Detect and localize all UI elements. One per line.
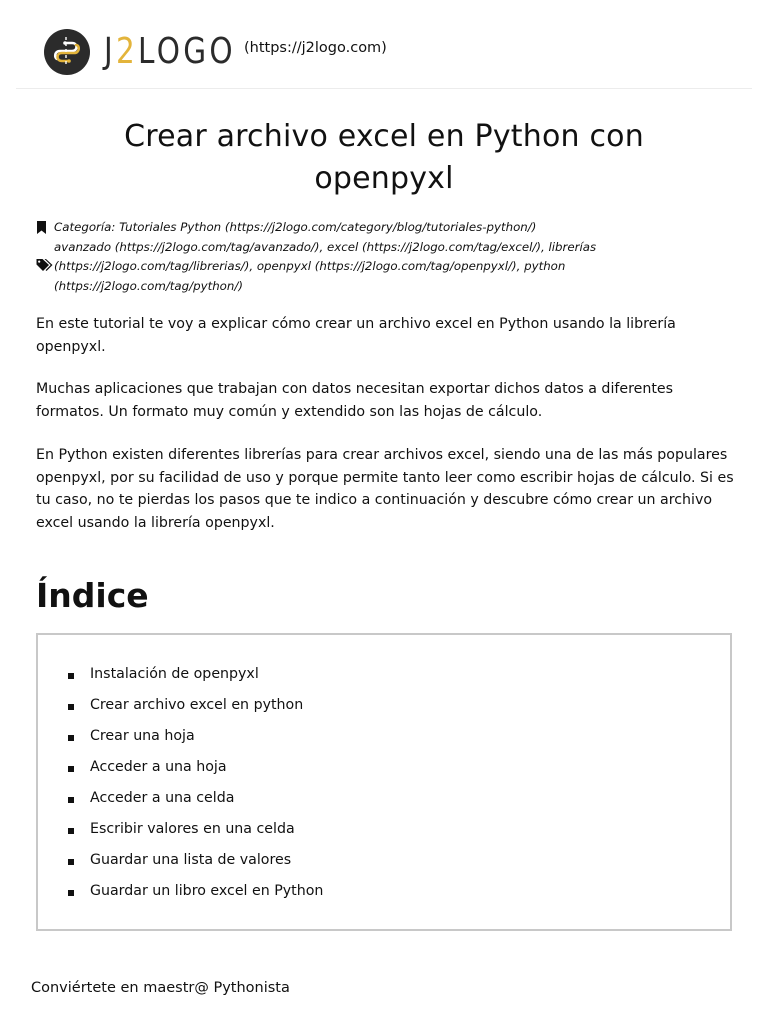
footer-text: Conviértete en maestr@ Pythonista xyxy=(31,980,290,996)
square-bullet-icon xyxy=(68,673,74,679)
site-logo-wordmark[interactable] xyxy=(104,30,236,74)
body-paragraph: En Python existen diferentes librerías para crear archivos excel, siendo una de las más populares openpyxl, por su facilidad de uso y porque permite tanto leer como escribir hojas de cálculo. Si es tu caso, no te pierdas los pasos que te indico a continuación y descubre cómo crear un archivo excel usando la librería openpyxl. xyxy=(36,447,734,531)
toc-item-label: Acceder a una celda xyxy=(90,790,235,806)
toc-item-escribir-valores[interactable] xyxy=(68,814,323,845)
toc-item-label: Crear archivo excel en python xyxy=(90,697,304,713)
index-heading: Índice xyxy=(36,576,149,615)
post-meta xyxy=(36,218,736,296)
python-snake-logo-icon[interactable] xyxy=(44,29,90,75)
square-bullet-icon xyxy=(68,766,74,772)
square-bullet-icon xyxy=(68,859,74,865)
toc-item-guardar-libro[interactable] xyxy=(68,876,323,907)
toc-item-label: Escribir valores en una celda xyxy=(90,821,295,837)
toc-item-label: Acceder a una hoja xyxy=(90,759,227,775)
tags-line[interactable]: avanzado (https://j2logo.com/tag/avanzado/), excel (https://j2logo.com/tag/excel/), librerías xyxy=(54,239,597,254)
toc-item-label: Crear una hoja xyxy=(90,728,195,744)
site-url-link[interactable]: (https://j2logo.com) xyxy=(244,40,387,56)
body-paragraph: Muchas aplicaciones que trabajan con datos necesitan exportar dichos datos a diferentes formatos. Un formato muy común y extendido son las hojas de cálculo. xyxy=(36,381,674,420)
page-header xyxy=(0,0,768,90)
tags-row xyxy=(36,238,736,297)
category-link[interactable]: Categoría: Tutoriales Python (https://j2logo.com/category/blog/tutoriales-python/) xyxy=(54,220,537,234)
tags-line[interactable]: (https://j2logo.com/tag/librerias/), openpyxl (https://j2logo.com/tag/openpyxl/), python xyxy=(54,259,566,273)
intro-paragraph: En este tutorial te voy a explicar cómo crear un archivo excel en Python usando la librería openpyxl. xyxy=(36,316,676,355)
toc-list xyxy=(68,659,323,907)
toc-item-label: Guardar un libro excel en Python xyxy=(90,883,324,899)
tags-line[interactable]: (https://j2logo.com/tag/python/) xyxy=(54,278,243,293)
logo-letter-j: J xyxy=(104,31,116,72)
toc-item-crear-hoja[interactable] xyxy=(68,721,323,752)
square-bullet-icon xyxy=(68,890,74,896)
toc-item-acceder-celda[interactable] xyxy=(68,783,323,814)
toc-item-instalacion[interactable] xyxy=(68,659,323,690)
page-title: Crear archivo excel en Python con openpyxl xyxy=(124,119,644,196)
square-bullet-icon xyxy=(68,735,74,741)
toc-item-label: Guardar una lista de valores xyxy=(90,852,292,868)
square-bullet-icon xyxy=(68,797,74,803)
header-divider xyxy=(16,88,752,89)
category-row xyxy=(36,218,736,238)
square-bullet-icon xyxy=(68,828,74,834)
logo-accent-digit: 2 xyxy=(115,31,139,72)
square-bullet-icon xyxy=(68,704,74,710)
toc-item-acceder-hoja[interactable] xyxy=(68,752,323,783)
toc-item-label: Instalación de openpyxl xyxy=(90,666,259,682)
table-of-contents xyxy=(36,633,732,931)
toc-item-crear-archivo[interactable] xyxy=(68,690,323,721)
tags-icon xyxy=(36,258,54,279)
logo-letters-suffix: LOGO xyxy=(138,31,236,72)
toc-item-guardar-lista[interactable] xyxy=(68,845,323,876)
